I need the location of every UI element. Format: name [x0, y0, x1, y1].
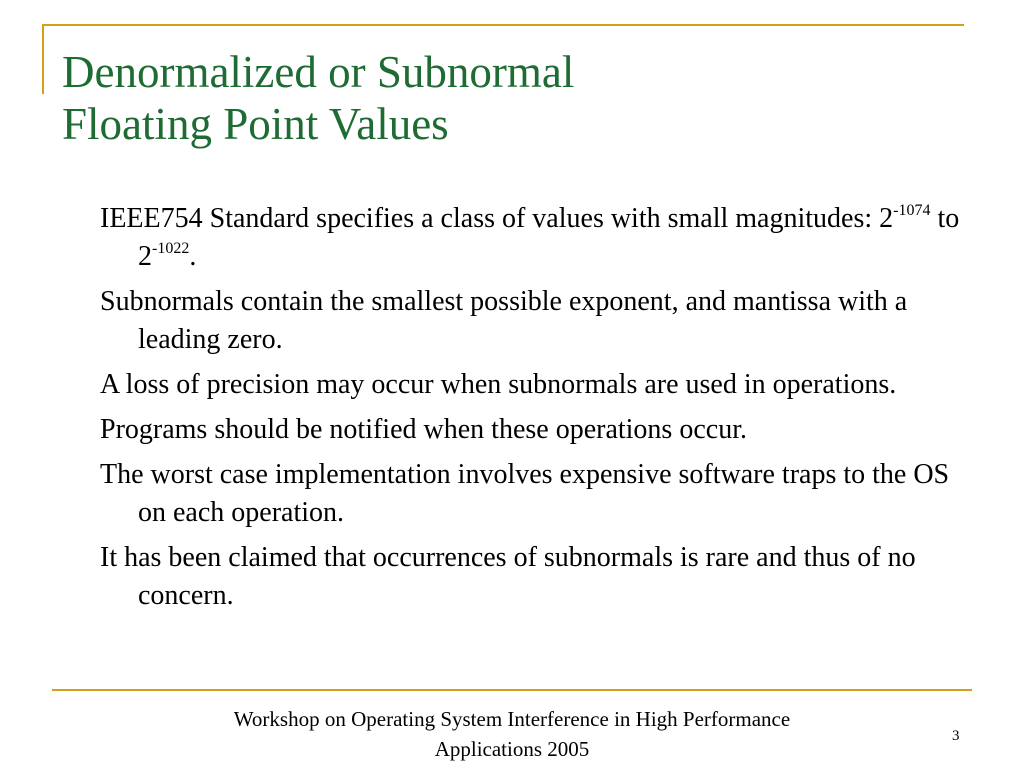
bullet-1-text: IEEE754 Standard specifies a class of values with small magnitudes: 2 [100, 203, 894, 234]
left-border-rule [42, 24, 44, 94]
bullet-item-3: A loss of precision may occur when subnormals are used in operations. [100, 369, 897, 400]
page-number: 3 [952, 728, 960, 744]
footer-line-1: Workshop on Operating System Interference in High Performance [233, 707, 791, 731]
exponent-max: -1022 [152, 240, 190, 257]
bullet-1-mid: to 2 [138, 203, 960, 272]
bullet-1-end: . [189, 241, 197, 272]
bullet-item-2: Subnormals contain the smallest possible exponent, and mantissa with a leading zero. [100, 286, 908, 355]
bullet-item-5: The worst case implementation involves expensive software traps to the OS on each operation. [100, 459, 950, 528]
bullet-item-1 [100, 200, 980, 276]
slide-title-line-2: Floating Point Values [62, 99, 449, 149]
footer-rule [52, 689, 972, 691]
bullet-item-6: It has been claimed that occurrences of subnormals is rare and thus of no concern. [100, 542, 916, 611]
slide-title-line-1: Denormalized or Subnormal [62, 47, 575, 97]
bullet-list [100, 200, 980, 622]
footer-line-2: Applications 2005 [434, 737, 590, 761]
bullet-item-4: Programs should be notified when these operations occur. [100, 414, 747, 445]
footer-caption [162, 704, 862, 764]
exponent-min: -1074 [893, 202, 931, 219]
top-border-rule [42, 24, 964, 26]
slide-title [62, 46, 574, 150]
